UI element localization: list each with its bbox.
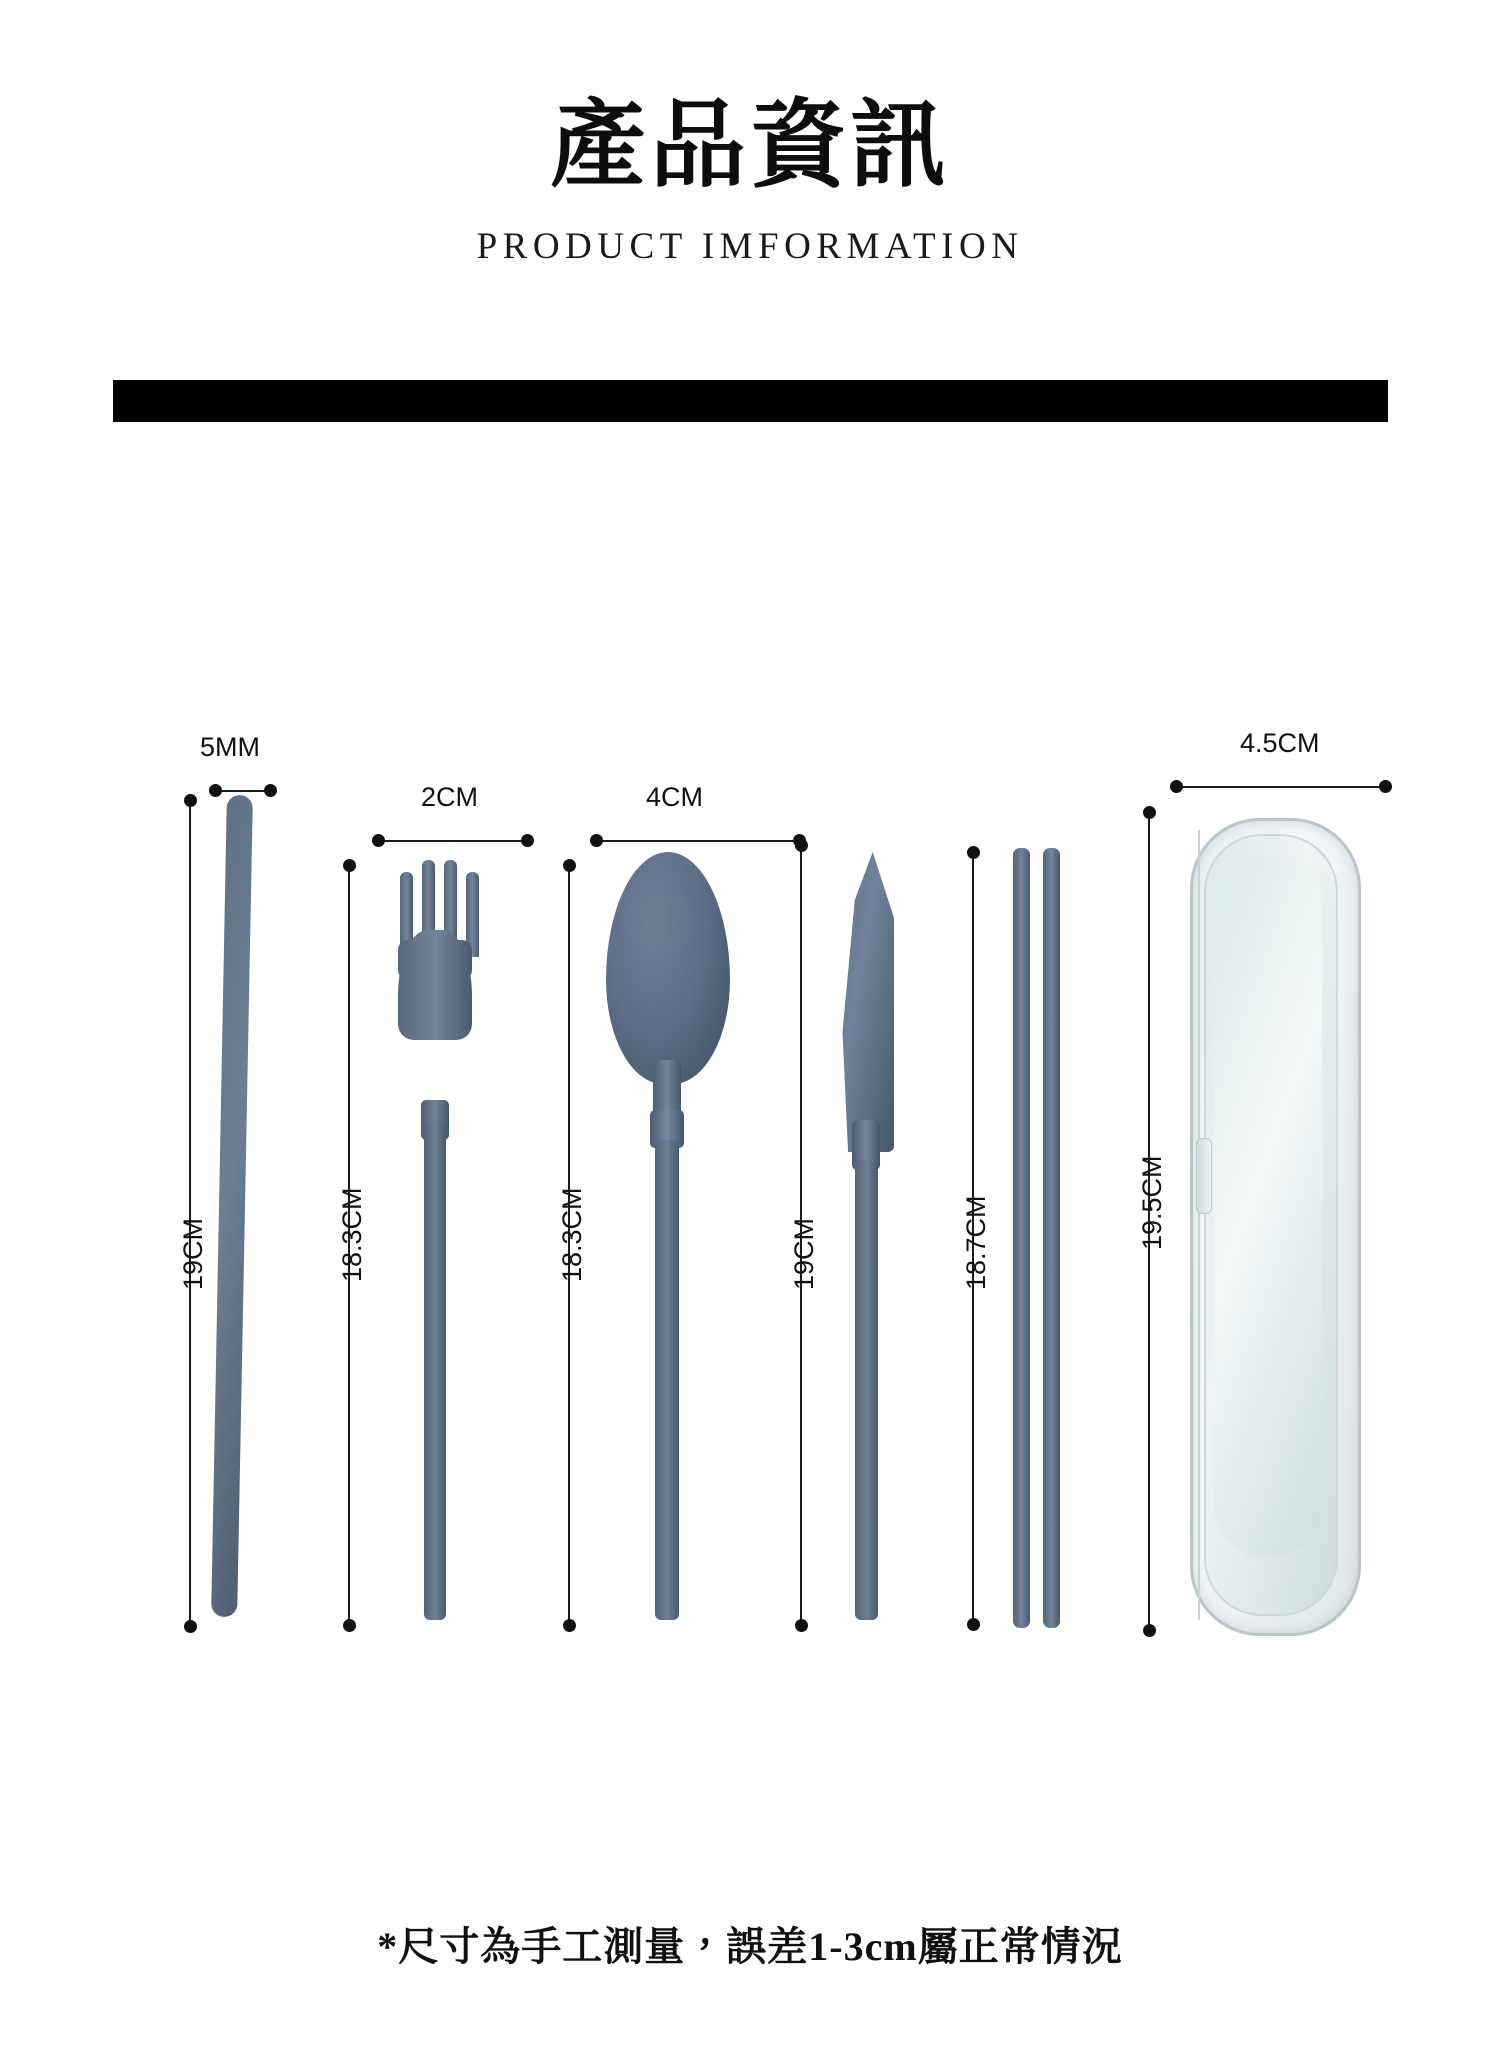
spoon-length-dot-top	[563, 859, 576, 872]
fork-handle	[424, 1120, 446, 1620]
fork-length-label: 18.3CM	[337, 1187, 367, 1282]
case-clasp	[1196, 1138, 1212, 1214]
knife-length-dot-top	[795, 839, 808, 852]
case-length-label: 19.5CM	[1137, 1155, 1167, 1250]
measurement-disclaimer: *尺寸為手工測量，誤差1-3cm屬正常情況	[377, 1924, 1123, 1969]
spoon-length-label: 18.3CM	[557, 1187, 587, 1282]
straw-width-dot-left	[209, 784, 222, 797]
straw-length-label: 19CM	[178, 1217, 208, 1290]
case-seam	[1198, 830, 1200, 1620]
straw-length-dot-top	[184, 794, 197, 807]
knife-length-dot-bottom	[795, 1619, 808, 1632]
spoon-length-dot-bottom	[563, 1619, 576, 1632]
straw-illustration	[211, 795, 253, 1617]
chopsticks-length-dot-top	[967, 846, 980, 859]
fork-width-dot-left	[372, 834, 385, 847]
straw-length-line	[189, 800, 191, 1626]
case-width-dot-left	[1170, 780, 1183, 793]
knife-handle	[855, 1160, 878, 1620]
fork-width-label: 2CM	[421, 782, 479, 812]
fork-width-dot-right	[521, 834, 534, 847]
knife-blade	[838, 852, 894, 1152]
chopsticks-length-dot-bottom	[967, 1618, 980, 1631]
chopstick-1	[1013, 848, 1030, 1628]
straw-width-label: 5MM	[200, 732, 260, 762]
spoon-bowl	[606, 852, 730, 1084]
fork-length-dot-bottom	[343, 1619, 356, 1632]
spoon-handle	[655, 1140, 679, 1620]
page-title-en: PRODUCT IMFORMATION	[476, 225, 1024, 267]
spoon-width-dot-left	[590, 834, 603, 847]
spoon-width-line	[596, 840, 800, 842]
chopstick-2	[1043, 848, 1060, 1628]
case-window	[1214, 856, 1322, 1556]
straw-length-dot-bottom	[184, 1620, 197, 1633]
case-width-dot-right	[1379, 780, 1392, 793]
case-width-label: 4.5CM	[1240, 728, 1320, 758]
fork-head-base	[398, 940, 472, 980]
straw-width-dot-right	[264, 784, 277, 797]
case-length-dot-bottom	[1143, 1624, 1156, 1637]
knife-length-label: 19CM	[789, 1217, 819, 1290]
case-width-line	[1176, 786, 1386, 788]
fork-width-line	[378, 840, 528, 842]
chopsticks-length-label: 18.7CM	[961, 1195, 991, 1290]
spoon-width-label: 4CM	[646, 782, 704, 812]
page-title-cn: 產品資訊	[550, 92, 950, 199]
case-length-dot-top	[1143, 806, 1156, 819]
fork-length-dot-top	[343, 859, 356, 872]
straw-width-line	[215, 790, 271, 792]
